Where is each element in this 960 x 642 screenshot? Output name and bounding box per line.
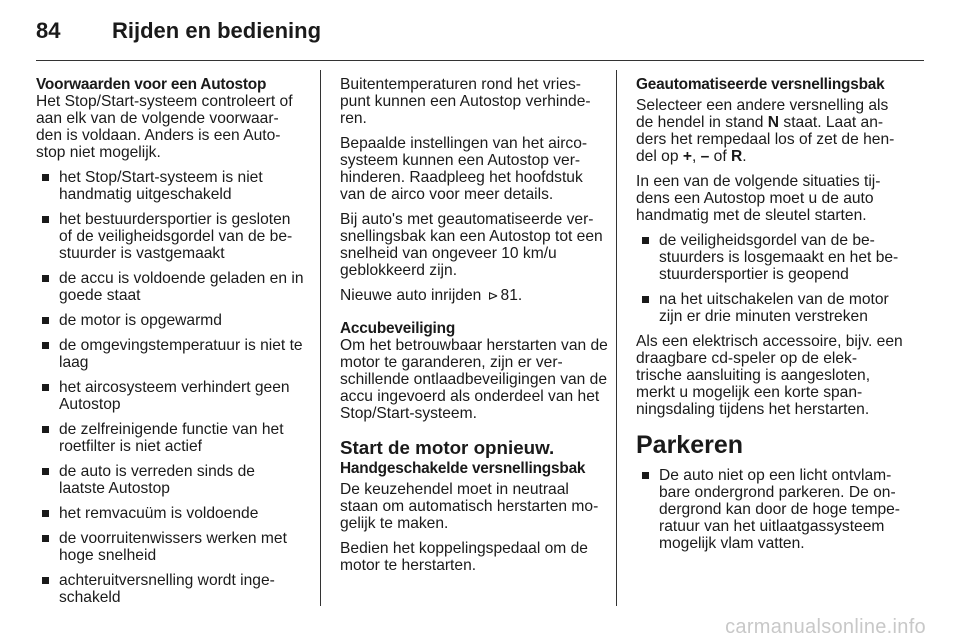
list-item: De auto niet op een licht ontvlam- bare ondergrond parkeren. De on- dergrond kan door de hoge tempe- ratuur van het uitlaatgassysteem mogelijk vlam vatten. [636,467,904,552]
page-number: 84 [36,18,61,43]
list-item: het bestuurdersportier is gesloten of de veiligheidsgordel van de be- stuurder is vastgemaakt [36,211,304,262]
bullet-square-icon [42,342,49,349]
list-item: het remvacuüm is voldoende [36,505,304,522]
bullet-square-icon [42,577,49,584]
page-header [36,18,924,44]
bullet-square-icon [42,468,49,475]
list-item: het aircosysteem verhindert geen Autostop [36,379,304,413]
manual-gearbox-text-1: De keuzehendel moet in neutraal staan om automatisch herstarten mo- gelijk te maken. [340,481,599,532]
page-title: Rijden en bediening [112,18,322,43]
list-item: de zelfreinigende functie van het roetfilter is niet actief [36,421,304,455]
list-item: na het uitschakelen van de motor zijn er drie minuten verstreken [636,291,904,325]
list-item: de veiligheidsgordel van de be- stuurders is losgemaakt en het be- stuurdersportier is geopend [636,232,904,283]
autostop-conditions-heading: Voorwaarden voor een Autostop [36,76,267,93]
bullet-square-icon [42,426,49,433]
paragraph-aircon: Bepaalde instellingen van het airco- systeem kunnen een Autostop ver- hinderen. Raadpleeg het hoofdstuk van de airco voor meer details. [340,135,588,203]
battery-protection-text: Om het betrouwbaar herstarten van de motor te garanderen, zijn er ver- schillende ontlaadbeveiligingen van de accu ingevoerd als onderdeel van het Stop/Start-systeem. [340,337,608,422]
list-item: de omgevingstemperatuur is niet te laag [36,337,304,371]
list-item: de motor is opgewarmd [36,312,304,329]
paragraph-running-in: Nieuwe auto inrijden ⊳ 81. [340,287,523,304]
bullet-square-icon [642,296,649,303]
column-left [36,76,304,614]
restart-engine-title: Start de motor opnieuw. [340,437,555,458]
autostop-conditions-list [36,169,304,606]
bullet-square-icon [42,275,49,282]
header-rule [36,60,924,61]
automated-gearbox-text-1: Selecteer een andere versnelling als de hendel in stand N staat. Laat an- ders het rempedaal los of zet de hen- del op +, – of R. [636,97,895,165]
bullet-square-icon [642,237,649,244]
bullet-square-icon [42,174,49,181]
autostop-conditions-intro: Het Stop/Start-systeem controleert of aan elk van de volgende voorwaar- den is voldaan. Anders is een Auto- stop niet mogelijk. [36,93,293,161]
automated-gearbox-text-2: In een van de volgende situaties tij- dens een Autostop moet u de auto handmatig met de sleutel starten. [636,173,881,224]
column-divider [320,70,321,606]
bullet-square-icon [42,510,49,517]
column-middle [340,76,608,582]
bullet-square-icon [42,216,49,223]
manual-gearbox-text-2: Bedien het koppelingspedaal om de motor te herstarten. [340,540,588,574]
list-item: de auto is verreden sinds de laatste Autostop [36,463,304,497]
manual-gearbox-heading: Handgeschakelde versnellingsbak [340,460,586,477]
bullet-square-icon [42,384,49,391]
battery-protection-heading: Accubeveiliging [340,320,456,337]
manual-start-situations-list [636,232,904,325]
paragraph-automatic-gearbox: Bij auto's met geautomatiseerde ver- snellingsbak kan een Autostop tot een snelheid van ongeveer 10 km/u geblokkeerd zijn. [340,211,603,279]
page-reference-link[interactable]: 81. [500,287,523,304]
list-item: de accu is voldoende geladen en in goede staat [36,270,304,304]
bullet-square-icon [42,317,49,324]
bullet-square-icon [642,472,649,479]
parking-list [636,467,904,552]
bullet-square-icon [42,535,49,542]
list-item: de voorruitenwissers werken met hoge snelheid [36,530,304,564]
accessory-voltage-text: Als een elektrisch accessoire, bijv. een draagbare cd-speler op de elek- trische aansluiting is aangesloten, merkt u mogelijk een korte span- ningsdaling tijdens het herstarten. [636,333,903,418]
watermark: carmanualsonline.info [725,616,926,638]
parking-title: Parkeren [636,431,744,459]
paragraph-freezing: Buitentemperaturen rond het vries- punt kunnen een Autostop verhinde- ren. [340,76,591,127]
page-reference-arrow-icon: ⊳ [487,288,499,303]
column-divider [616,70,617,606]
list-item: achteruitversnelling wordt inge- schakeld [36,572,304,606]
automated-gearbox-heading: Geautomatiseerde versnellingsbak [636,76,885,93]
column-right [636,76,904,560]
list-item: het Stop/Start-systeem is niet handmatig uitgeschakeld [36,169,304,203]
